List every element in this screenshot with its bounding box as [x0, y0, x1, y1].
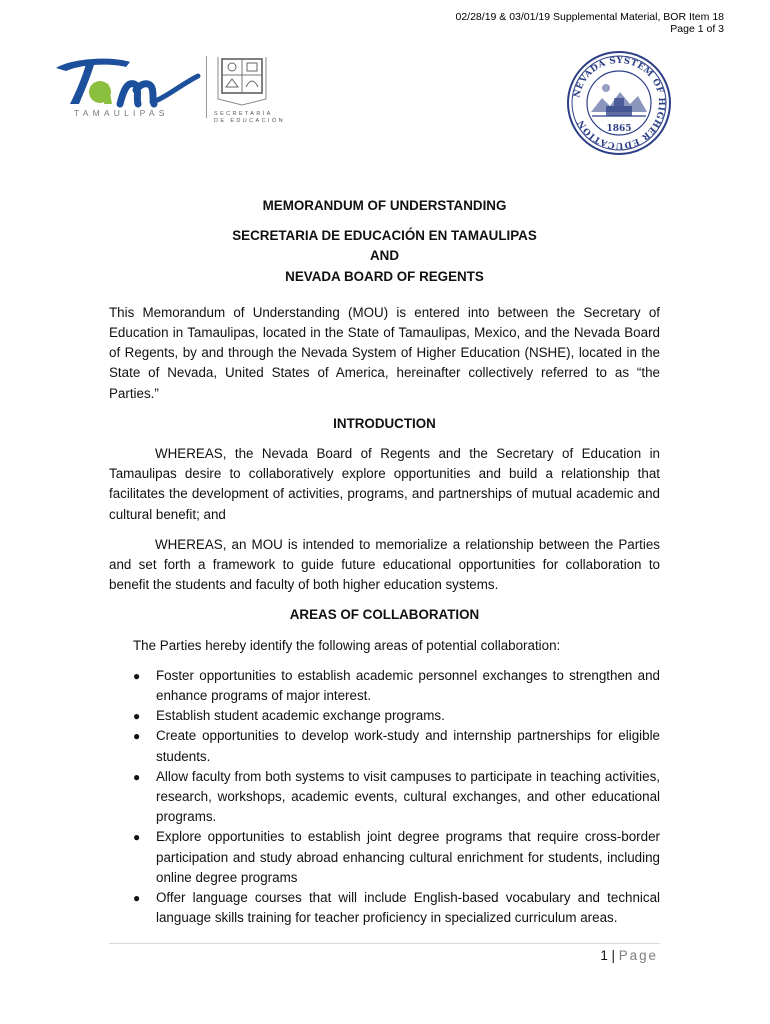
- memorandum-body: [109, 196, 660, 929]
- bullet-icon: ●: [133, 891, 141, 906]
- secretaria-line2: DE EDUCACIÓN: [214, 118, 285, 124]
- supplemental-header-line2: Page 1 of 3: [670, 23, 724, 35]
- areas-lead-text: The Parties hereby identify the following areas of potential collaboration:: [133, 637, 561, 653]
- collaboration-list: [109, 666, 660, 929]
- areas-heading: AREAS OF COLLABORATION: [289, 607, 480, 623]
- supplemental-header-line1: 02/28/19 & 03/01/19 Supplemental Material, BOR Item 18: [455, 11, 724, 23]
- supplemental-header: [456, 11, 725, 35]
- list-item: ● Explore opportunities to establish joint degree programs that require cross-border participation and study abroad enhancing cultural enrichment for students, including online degree programs: [133, 829, 660, 885]
- logo-divider: [206, 56, 207, 118]
- page-number: 1: [600, 948, 608, 963]
- bullet-icon: ●: [133, 709, 141, 724]
- secretaria-shield-icon: [214, 55, 270, 111]
- tam-brand-text: [52, 54, 53, 55]
- party-two-heading: NEVADA BOARD OF REGENTS: [285, 268, 484, 284]
- bullet-icon: ●: [133, 668, 141, 683]
- page-footer: [600, 948, 658, 963]
- document-title: MEMORANDUM OF UNDERSTANDING: [262, 198, 507, 213]
- intro-paragraph: This Memorandum of Understanding (MOU) is entered into between the Secretary of Education in Tamaulipas, located in the State of Tamaulipas, Mexico, and the Nevada Board of Regents, by and through the Nevada System of Higher Education (NSHE), located in the State of Nevada, United States of America, hereinafter collectively referred to as “the Parties.”: [109, 304, 660, 401]
- list-item: ● Allow faculty from both systems to visit campuses to participate in teaching activities, research, workshops, academic events, cultural exchanges, and other educational programs.: [133, 768, 660, 825]
- page-word: Page: [618, 948, 658, 963]
- nshe-seal: [566, 50, 672, 156]
- whereas-paragraph-1: WHEREAS, the Nevada Board of Regents and the Secretary of Education in Tamaulipas desire to collaboratively explore opportunities and build a relationship that facilitates the development of activities, programs, and partnerships of mutual academic and cultural benefit; and: [109, 446, 660, 522]
- list-item: ● Create opportunities to develop work-study and internship partnerships for eligible students.: [133, 728, 660, 764]
- seal-year: 1865: [606, 124, 632, 134]
- secretaria-line1: SECRETARÍA: [214, 111, 273, 117]
- list-item: ● Foster opportunities to establish academic personnel exchanges to strengthen and enhance programs of major interest.: [133, 667, 660, 704]
- whereas-paragraph-2: WHEREAS, an MOU is intended to memorialize a relationship between the Parties and set forth a framework to guide future educational opportunities for collaboration to benefit the students and faculty of both higher education systems.: [109, 536, 660, 593]
- bullet-icon: ●: [133, 830, 141, 845]
- and-heading: AND: [369, 248, 399, 264]
- party-one-heading: SECRETARIA DE EDUCACIÓN EN TAMAULIPAS: [232, 228, 537, 244]
- page-separator: |: [611, 948, 615, 963]
- tamaulipas-wordmark: TAMAULIPAS: [74, 108, 169, 118]
- bullet-icon: ●: [133, 769, 141, 784]
- footer-divider: [109, 943, 660, 944]
- list-item: ● Establish student academic exchange programs.: [109, 706, 660, 726]
- list-item: ● Offer language courses that will include English-based vocabulary and technical language skills training for teacher proficiency in specialized curriculum areas.: [133, 890, 660, 926]
- seal-ring-text: NEVADA SYSTEM OF HIGHER EDUCATION: [572, 55, 667, 151]
- bullet-icon: ●: [133, 729, 141, 744]
- introduction-heading: INTRODUCTION: [333, 415, 436, 431]
